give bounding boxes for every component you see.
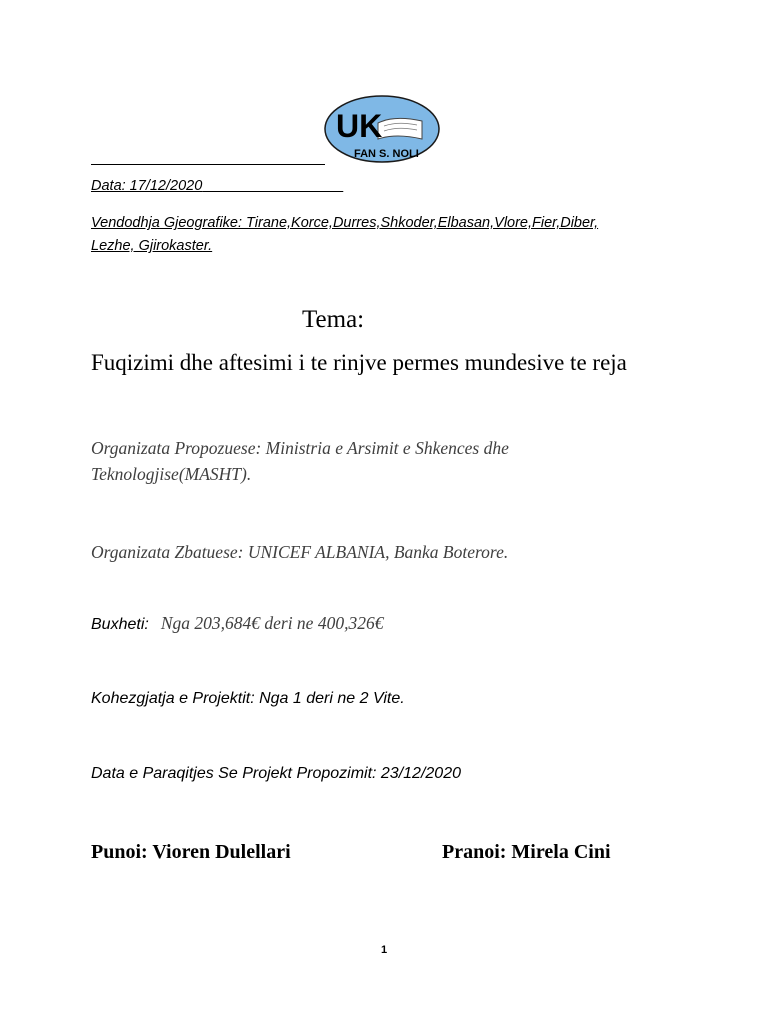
logo-emblem — [322, 93, 442, 165]
topic-title: Fuqizimi dhe aftesimi i te rinjve permes mundesive te reja — [91, 350, 627, 375]
proposing-org-line-1: Organizata Propozuese: Ministria e Arsimit e Shkences dhe — [91, 438, 509, 458]
logo-text: FAN S. NOLI — [354, 148, 419, 160]
page-number: 1 — [380, 944, 388, 956]
project-duration: Kohezgjatja e Projektit: Nga 1 deri ne 2 Vite. — [91, 690, 405, 707]
budget — [91, 613, 383, 634]
logo-letters: UK — [336, 108, 383, 144]
budget-label: Buxheti: — [91, 616, 149, 633]
location-line-1: Vendodhja Gjeografike: Tirane,Korce,Durres,Shkoder,Elbasan,Vlore,Fier,Diber, — [91, 215, 599, 231]
document-date: Data: 17/12/2020 — [91, 178, 203, 194]
implementing-organization: Organizata Zbatuese: UNICEF ALBANIA, Banka Boterore. — [91, 542, 509, 562]
location-line-2: Lezhe, Gjirokaster. — [91, 238, 213, 254]
proposing-org-line-2: Teknologjise(MASHT). — [91, 464, 252, 484]
submission-date: Data e Paraqitjes Se Projekt Propozimit: 23/12/2020 — [91, 765, 461, 782]
budget-value: Nga 203,684€ deri ne 400,326€ — [160, 613, 384, 633]
topic-label: Tema: — [302, 306, 365, 333]
geographic-location — [91, 212, 671, 258]
top-rule — [91, 164, 325, 165]
received-by: Pranoi: Mirela Cini — [442, 841, 611, 863]
worked-by: Punoi: Vioren Dulellari — [91, 841, 291, 863]
proposing-organization — [91, 435, 651, 487]
university-logo — [322, 93, 442, 165]
